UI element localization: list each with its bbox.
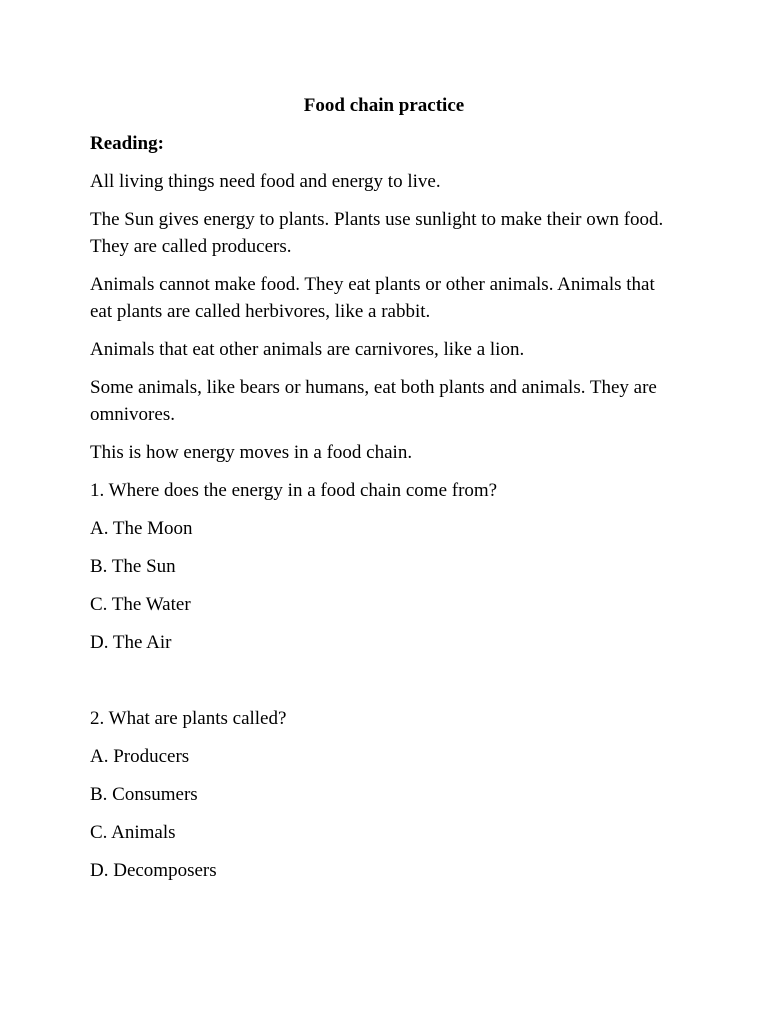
question-text: 1. Where does the energy in a food chain come from?: [90, 480, 498, 501]
answer-option: A. The Moon: [90, 518, 193, 539]
reading-paragraph: All living things need food and energy to live.: [90, 171, 441, 192]
document-title: Food chain practice: [303, 95, 465, 116]
reading-paragraph: Some animals, like bears or humans, eat both plants and animals. They are omnivores.: [90, 377, 657, 425]
question-text: 2. What are plants called?: [90, 708, 287, 729]
question-block-1: [90, 477, 678, 656]
reading-paragraph: Animals that eat other animals are carnivores, like a lion.: [90, 339, 525, 360]
answer-option: D. The Air: [90, 632, 172, 653]
blank-line: [90, 667, 678, 705]
answer-option: B. The Sun: [90, 556, 176, 577]
answer-option: A. Producers: [90, 746, 190, 767]
answer-option: C. The Water: [90, 594, 191, 615]
question-block-2: [90, 705, 678, 884]
reading-paragraph: The Sun gives energy to plants. Plants use sunlight to make their own food. They are called producers.: [90, 209, 664, 257]
reading-paragraph: This is how energy moves in a food chain.: [90, 442, 413, 463]
reading-heading: Reading:: [90, 133, 164, 154]
reading-paragraph: Animals cannot make food. They eat plants or other animals. Animals that eat plants are called herbivores, like a rabbit.: [90, 274, 655, 322]
answer-option: C. Animals: [90, 822, 176, 843]
answer-option: D. Decomposers: [90, 860, 217, 881]
answer-option: B. Consumers: [90, 784, 198, 805]
